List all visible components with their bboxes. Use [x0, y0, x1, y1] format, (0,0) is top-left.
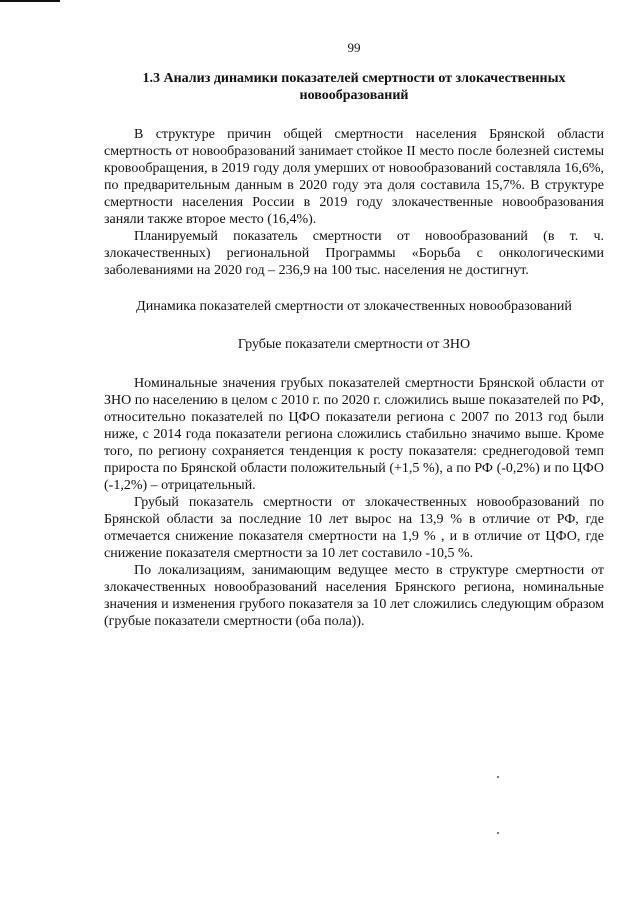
- top-edge-rule: [0, 0, 60, 2]
- paragraph-nominal-values: Номинальные значения грубых показателей смертности Брянской области от ЗНО по населению в целом с 2010 г. по 2020 г. сложились выше показателей по РФ, относительно показателей по ЦФО показатели региона с 2007 по 2013 год были ниже, с 2014 года показатели региона сложились стабильно значимо выше. Кроме того, по региону сохраняется тенденция к росту показателя: среднегодовой темп прироста по Брянской области положительный (+1,5 %), а по РФ (-0,2%) и по ЦФО (-1,2%) – отрицательный.: [104, 376, 604, 493]
- subheading-crude-rates: Грубые показатели смертности от ЗНО: [237, 337, 471, 352]
- page-number: 99: [347, 40, 361, 55]
- paragraph-ten-year-change: Грубый показатель смертности от злокачественных новообразований по Брянской области за последние 10 лет вырос на 13,9 % в отличие от РФ, где отмечается снижение показателя смертности на 1,9 % , и в отличие от ЦФО, где снижение показателя смертности за 10 лет составило -10,5 %.: [104, 495, 604, 561]
- scan-speck: [497, 832, 499, 834]
- subheading-dynamics: Динамика показателей смертности от злокачественных новообразований: [136, 299, 572, 314]
- scan-speck: [497, 776, 499, 778]
- paragraph-localizations: По локализациям, занимающим ведущее место в структуре смертности от злокачественных новообразований населения Брянского региона, номинальные значения и изменения грубого показателя за 10 лет сложились следующим образом (грубые показатели смертности (оба пола)).: [104, 563, 604, 629]
- section-heading: 1.3 Анализ динамики показателей смертности от злокачественных новообразований: [142, 71, 566, 103]
- document-page: [104, 38, 604, 630]
- paragraph-mortality-structure: В структуре причин общей смертности населения Брянской области смертность от новообразований занимает стойкое II место после болезней системы кровообращения, в 2019 году доля умерших от новообразований составляла 16,6%, по предварительным данным в 2020 году эта доля составила 15,7%. В структуре смертности населения России в 2019 году злокачественные новообразования заняли также второе место (16,4%).: [104, 127, 604, 227]
- paragraph-program-target: Планируемый показатель смертности от новообразований (в т. ч. злокачественных) региональной Программы «Борьба с онкологическими заболеваниями на 2020 год – 236,9 на 100 тыс. населения не достигнут.: [104, 229, 604, 278]
